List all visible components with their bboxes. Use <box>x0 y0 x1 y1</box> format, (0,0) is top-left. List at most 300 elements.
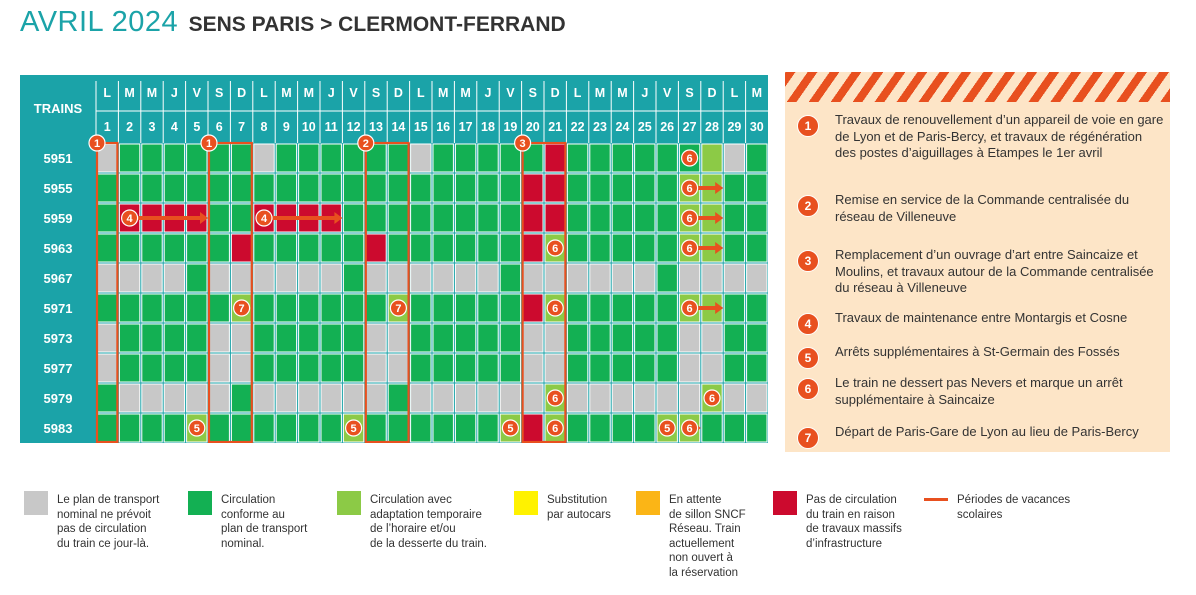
day-letter: M <box>751 86 763 100</box>
day-cell <box>254 414 274 442</box>
day-cell <box>164 354 184 382</box>
day-cell <box>366 354 386 382</box>
day-cell <box>343 384 363 412</box>
train-label: 5959 <box>43 211 73 226</box>
day-number: 10 <box>301 120 316 134</box>
day-cell <box>276 144 296 172</box>
day-cell <box>590 264 610 292</box>
day-cell <box>657 234 677 262</box>
note-badge-text: 6 <box>686 243 693 255</box>
note-badge-text: 6 <box>686 153 693 165</box>
day-cell <box>702 324 722 352</box>
day-cell <box>433 264 453 292</box>
day-cell <box>455 264 475 292</box>
day-cell <box>478 144 498 172</box>
day-cell <box>388 234 408 262</box>
day-cell <box>679 324 699 352</box>
day-cell <box>142 384 162 412</box>
day-cell <box>276 174 296 202</box>
day-cell <box>388 264 408 292</box>
note-badge-text: 4 <box>260 213 268 225</box>
day-cell <box>747 384 767 412</box>
day-letter: J <box>641 86 649 100</box>
note-badge-text: 6 <box>552 393 559 405</box>
day-cell <box>433 384 453 412</box>
title-route: SENS PARIS > CLERMONT-FERRAND <box>188 13 566 36</box>
day-cell <box>724 174 744 202</box>
day-cell <box>702 354 722 382</box>
day-cell <box>455 384 475 412</box>
day-cell <box>388 174 408 202</box>
day-cell <box>567 234 587 262</box>
day-cell <box>411 324 431 352</box>
day-number: 2 <box>126 120 134 134</box>
train-label: 5955 <box>43 181 73 196</box>
day-cell <box>209 204 229 232</box>
day-cell <box>411 264 431 292</box>
day-cell <box>478 414 498 442</box>
legend-text: Substitution par autocars <box>547 494 611 521</box>
day-cell <box>478 234 498 262</box>
day-number: 28 <box>705 120 719 134</box>
day-cell <box>702 264 722 292</box>
day-cell <box>254 384 274 412</box>
day-cell <box>455 414 475 442</box>
day-cell <box>254 264 274 292</box>
note-text: Remise en service de la Commande centralisée du réseau de Villeneuve <box>835 192 1130 224</box>
day-letter: M <box>437 86 449 100</box>
day-cell <box>411 354 431 382</box>
day-letter: M <box>281 86 292 100</box>
day-number: 18 <box>481 120 495 134</box>
day-cell <box>119 414 139 442</box>
day-cell <box>97 384 117 412</box>
day-number: 11 <box>324 120 338 134</box>
day-cell <box>433 174 453 202</box>
day-cell <box>455 144 475 172</box>
note-badge-text: 6 <box>686 183 693 195</box>
day-number: 22 <box>570 120 585 134</box>
day-cell <box>635 234 655 262</box>
day-cell <box>97 264 117 292</box>
day-cell <box>590 174 610 202</box>
day-cell <box>142 264 162 292</box>
day-letter: D <box>393 86 403 100</box>
day-number: 27 <box>682 120 697 134</box>
day-number: 3 <box>148 120 156 134</box>
day-cell <box>119 234 139 262</box>
day-cell <box>478 204 498 232</box>
day-letter: V <box>192 86 201 100</box>
legend-swatch <box>514 491 538 515</box>
day-cell <box>635 174 655 202</box>
day-cell <box>747 294 767 322</box>
day-cell <box>209 324 229 352</box>
day-cell <box>231 264 251 292</box>
day-letter: D <box>237 86 247 100</box>
day-cell <box>142 144 162 172</box>
day-cell <box>478 384 498 412</box>
note-badge-text: 7 <box>238 303 245 315</box>
day-cell <box>321 354 341 382</box>
day-cell <box>590 294 610 322</box>
day-cell <box>254 144 274 172</box>
day-cell <box>635 414 655 442</box>
day-number: 4 <box>170 120 178 134</box>
day-cell <box>343 204 363 232</box>
day-cell <box>657 294 677 322</box>
day-number: 8 <box>260 120 268 134</box>
day-cell <box>523 384 543 412</box>
day-cell <box>567 294 587 322</box>
day-number: 6 <box>215 120 223 134</box>
day-cell <box>276 264 296 292</box>
note-badge-text: 6 <box>552 423 559 435</box>
day-cell <box>142 354 162 382</box>
day-cell <box>567 324 587 352</box>
day-cell <box>747 354 767 382</box>
day-number: 17 <box>458 120 473 134</box>
day-cell <box>612 324 632 352</box>
day-cell <box>747 414 767 442</box>
day-cell <box>321 384 341 412</box>
day-cell <box>724 144 744 172</box>
day-cell <box>545 144 565 172</box>
day-cell <box>366 174 386 202</box>
day-cell <box>567 204 587 232</box>
day-cell <box>500 354 520 382</box>
day-letter: L <box>103 86 112 100</box>
day-cell <box>455 354 475 382</box>
day-cell <box>523 204 543 232</box>
day-number: 25 <box>637 120 652 134</box>
day-cell <box>411 384 431 412</box>
day-cell <box>254 354 274 382</box>
day-cell <box>567 264 587 292</box>
day-cell <box>299 294 319 322</box>
day-cell <box>478 264 498 292</box>
day-cell <box>388 204 408 232</box>
day-cell <box>231 174 251 202</box>
day-cell <box>433 234 453 262</box>
day-cell <box>119 174 139 202</box>
note-badge-text: 6 <box>686 303 693 315</box>
day-number: 24 <box>615 120 630 134</box>
day-cell <box>187 174 207 202</box>
day-cell <box>523 234 543 262</box>
day-cell <box>590 144 610 172</box>
day-cell <box>366 324 386 352</box>
day-number: 19 <box>503 120 518 134</box>
day-cell <box>747 144 767 172</box>
day-cell <box>254 324 274 352</box>
day-letter: S <box>685 86 694 100</box>
day-cell <box>433 204 453 232</box>
day-cell <box>433 324 453 352</box>
day-cell <box>299 414 319 442</box>
day-cell <box>187 324 207 352</box>
day-cell <box>747 204 767 232</box>
day-cell <box>612 174 632 202</box>
day-cell <box>97 324 117 352</box>
day-cell <box>276 324 296 352</box>
day-cell <box>612 354 632 382</box>
day-cell <box>635 324 655 352</box>
day-cell <box>142 324 162 352</box>
day-cell <box>209 384 229 412</box>
day-cell <box>747 174 767 202</box>
day-cell <box>523 354 543 382</box>
day-cell <box>388 144 408 172</box>
note-badge-text: 6 <box>708 393 716 405</box>
day-cell <box>724 324 744 352</box>
day-cell <box>209 174 229 202</box>
legend-text: Circulation conforme au plan de transport nominal. <box>221 494 308 550</box>
day-cell <box>321 234 341 262</box>
day-cell <box>657 384 677 412</box>
day-cell <box>187 384 207 412</box>
day-number: 30 <box>749 120 764 134</box>
day-cell <box>388 324 408 352</box>
day-cell <box>635 264 655 292</box>
day-cell <box>657 144 677 172</box>
day-cell <box>679 264 699 292</box>
day-cell <box>724 204 744 232</box>
day-cell <box>321 264 341 292</box>
day-cell <box>366 234 386 262</box>
day-cell <box>119 144 139 172</box>
day-number: 12 <box>346 120 361 134</box>
day-cell <box>612 204 632 232</box>
day-cell <box>299 234 319 262</box>
day-cell <box>276 294 296 322</box>
day-cell <box>590 414 610 442</box>
day-letter: L <box>260 86 268 100</box>
day-cell <box>187 264 207 292</box>
day-cell <box>657 174 677 202</box>
day-cell <box>97 174 117 202</box>
day-cell <box>231 414 251 442</box>
day-cell <box>343 324 363 352</box>
day-cell <box>679 354 699 382</box>
legend-swatch <box>337 491 361 515</box>
day-cell <box>97 294 117 322</box>
day-cell <box>635 294 655 322</box>
period-badge-text: 2 <box>362 138 369 150</box>
legend-swatch <box>188 491 212 515</box>
legend-text: Circulation avec adaptation temporaire de l’horaire et/ou de la desserte du train. <box>370 494 487 550</box>
day-cell <box>119 264 139 292</box>
day-cell <box>500 324 520 352</box>
day-number: 29 <box>727 120 742 134</box>
day-number: 5 <box>193 120 201 134</box>
day-cell <box>366 294 386 322</box>
day-cell <box>635 204 655 232</box>
day-cell <box>343 294 363 322</box>
day-cell <box>119 384 139 412</box>
day-letter: S <box>528 86 537 100</box>
trains-header: TRAINS <box>33 101 83 116</box>
day-cell <box>635 144 655 172</box>
day-cell <box>231 384 251 412</box>
day-cell <box>455 204 475 232</box>
page-title <box>20 6 566 39</box>
day-cell <box>590 234 610 262</box>
day-cell <box>478 324 498 352</box>
day-cell <box>500 264 520 292</box>
day-cell <box>612 414 632 442</box>
day-cell <box>119 324 139 352</box>
day-cell <box>299 324 319 352</box>
day-cell <box>724 414 744 442</box>
day-cell <box>276 354 296 382</box>
day-cell <box>119 354 139 382</box>
train-label: 5973 <box>43 331 73 346</box>
day-cell <box>433 354 453 382</box>
day-cell <box>321 144 341 172</box>
day-cell <box>747 234 767 262</box>
day-cell <box>142 174 162 202</box>
day-cell <box>612 264 632 292</box>
day-cell <box>164 324 184 352</box>
note-text: Le train ne dessert pas Nevers et marque un arrêt supplémentaire à Saincaize <box>835 375 1123 407</box>
hazard-stripe <box>785 72 1170 102</box>
day-cell <box>142 234 162 262</box>
day-letter: M <box>460 86 471 100</box>
day-letter: V <box>506 86 515 100</box>
day-cell <box>388 414 408 442</box>
day-letter: J <box>170 86 178 100</box>
day-number: 15 <box>413 120 428 134</box>
day-cell <box>366 414 386 442</box>
day-cell <box>164 144 184 172</box>
day-cell <box>388 354 408 382</box>
day-cell <box>187 294 207 322</box>
day-cell <box>545 324 565 352</box>
day-cell <box>567 174 587 202</box>
note-badge-text: 4 <box>126 213 133 225</box>
day-number: 21 <box>548 120 563 134</box>
day-cell <box>343 354 363 382</box>
day-cell <box>500 174 520 202</box>
note-badge-text: 5 <box>664 423 671 435</box>
schedule-grid <box>20 75 768 443</box>
note-number: 4 <box>797 313 819 335</box>
day-letter: J <box>484 86 492 100</box>
day-cell <box>657 354 677 382</box>
day-cell <box>523 324 543 352</box>
day-cell <box>590 324 610 352</box>
day-letter: L <box>416 86 425 100</box>
day-cell <box>411 144 431 172</box>
day-cell <box>276 384 296 412</box>
day-cell <box>545 204 565 232</box>
day-cell <box>724 294 744 322</box>
day-cell <box>567 414 587 442</box>
note-text: Travaux de maintenance entre Montargis et Cosne <box>835 310 1128 325</box>
day-cell <box>164 174 184 202</box>
note-badge-text: 7 <box>395 303 402 315</box>
note-badge-text: 5 <box>193 423 200 435</box>
note-text: Travaux de renouvellement d’un appareil de voie en gare de Lyon et de Paris-Bercy, et travaux de régénération des postes d’aiguillages à Etampes le 1er avril <box>835 112 1164 160</box>
day-cell <box>231 354 251 382</box>
note-number: 5 <box>797 347 819 369</box>
day-cell <box>142 414 162 442</box>
day-cell <box>433 294 453 322</box>
day-cell <box>366 264 386 292</box>
day-cell <box>702 414 722 442</box>
day-letter: D <box>550 86 560 100</box>
day-letter: M <box>303 86 315 100</box>
day-cell <box>657 264 677 292</box>
day-cell <box>523 414 543 442</box>
day-number: 7 <box>238 120 246 134</box>
day-cell <box>321 414 341 442</box>
day-number: 16 <box>436 120 451 134</box>
day-cell <box>724 234 744 262</box>
day-cell <box>612 144 632 172</box>
period-badge-text: 1 <box>93 138 101 150</box>
legend-text: Pas de circulation du train en raison de travaux massifs d’infrastructure <box>806 494 902 550</box>
day-cell <box>478 294 498 322</box>
day-cell <box>209 414 229 442</box>
day-cell <box>97 204 117 232</box>
day-cell <box>455 324 475 352</box>
day-cell <box>254 234 274 262</box>
day-cell <box>523 264 543 292</box>
title-month: AVRIL 2024 <box>20 6 179 38</box>
day-letter: M <box>124 86 135 100</box>
legend-text: Le plan de transport nominal ne prévoit pas de circulation du train ce jour-là. <box>57 494 160 550</box>
day-letter: V <box>663 86 672 100</box>
day-cell <box>747 324 767 352</box>
day-cell <box>657 204 677 232</box>
day-number: 20 <box>525 120 540 134</box>
day-letter: L <box>573 86 582 100</box>
day-cell <box>231 144 251 172</box>
day-cell <box>187 354 207 382</box>
day-cell <box>657 324 677 352</box>
day-cell <box>299 384 319 412</box>
day-cell <box>478 174 498 202</box>
note-number: 3 <box>797 250 819 272</box>
day-number: 13 <box>369 120 383 134</box>
day-cell <box>209 264 229 292</box>
day-cell <box>97 234 117 262</box>
day-cell <box>411 234 431 262</box>
day-cell <box>97 354 117 382</box>
legend-swatch <box>24 491 48 515</box>
day-cell <box>523 174 543 202</box>
day-cell <box>299 264 319 292</box>
day-cell <box>567 144 587 172</box>
day-cell <box>343 234 363 262</box>
day-cell <box>187 234 207 262</box>
day-letter: S <box>215 86 224 100</box>
day-cell <box>321 294 341 322</box>
day-letter: J <box>327 86 335 100</box>
day-number: 23 <box>593 120 607 134</box>
day-cell <box>254 174 274 202</box>
day-cell <box>590 354 610 382</box>
day-letter: S <box>371 86 381 100</box>
day-cell <box>724 264 744 292</box>
day-cell <box>590 384 610 412</box>
day-cell <box>164 234 184 262</box>
day-cell <box>724 354 744 382</box>
legend-text: En attente de sillon SNCF Réseau. Train actuellement non ouvert à la réservation <box>669 494 746 579</box>
day-cell <box>545 174 565 202</box>
